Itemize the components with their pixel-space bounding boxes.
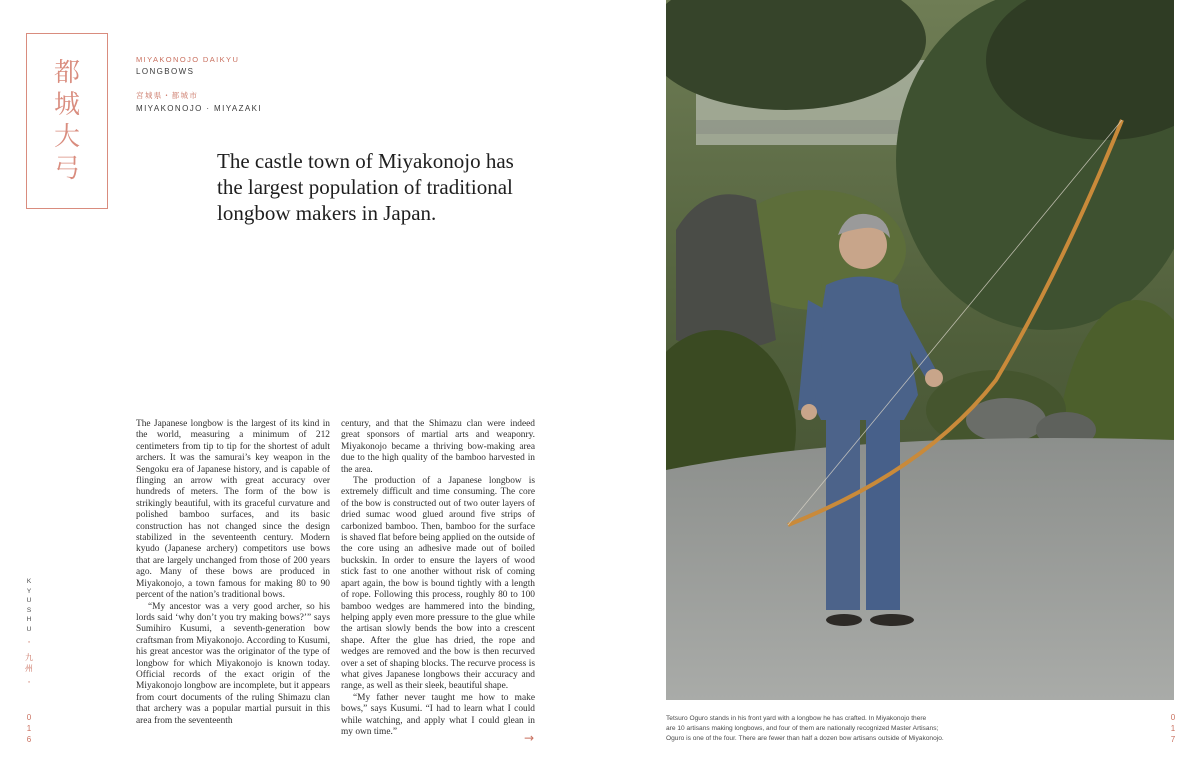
- photo-illustration: [666, 0, 1174, 700]
- body-paragraph: The production of a Japanese longbow is extremely difficult and time consuming. The core of the bow is constructed out of two outer layers of dried sumac wood glued around five strips of carbonized bamboo. Then, bamboo for the surface is shaved flat before being applied on the outside of the core using an adhesive made out of boiled buckskin. In order to ensure the layers of wood stick fast to one another without risk of coming apart again, the bow is bound tightly with a length of rope. Following this process, roughly 80 to 100 bamboo wedges are hammered into the binding, helping apply even more pressure to the glue while the artisan slowly bends the bow into a crescent shape. After the glue has dried, the rope and wedges are removed and the bow is then recurved over a set of shaping blocks. The recurve process is what gives Japanese longbows their accuracy and range, as well as their sleek, beautiful shape.: [341, 476, 535, 692]
- headline: [217, 148, 547, 226]
- region-jp-char: 九: [25, 653, 33, 662]
- page-number-right: [1167, 712, 1179, 745]
- kanji-title-box: [26, 33, 108, 209]
- page-digit: 6: [26, 735, 32, 744]
- photo-caption: [666, 714, 976, 745]
- body-paragraph: “My father never taught me how to make bows,” says Kusumi. “I had to learn what I could while watching, and apply what I could glean in my own time.”: [341, 692, 535, 737]
- region-letter: U: [26, 597, 32, 604]
- caption-line: Tetsuro Oguro stands in his front yard with a longbow he has crafted. In Miyakonojo there: [666, 715, 927, 722]
- region-letter: K: [26, 578, 32, 585]
- kanji-char: 大: [53, 122, 80, 152]
- page-digit: 0: [26, 713, 32, 722]
- body-paragraph: The Japanese longbow is the largest of its kind in the world, measuring a minimum of 212 centimeters from tip to tip for the shortest of adult archers. It was the samurai’s key weapon in the Sengoku era of Japanese history, and is capable of flinging an arrow with great accuracy over hundreds of meters. The form of the bow is strikingly beautiful, with its graceful curvature and polished bamboo surfaces, and its basic construction has not changed since the design stabilized in the seventeenth century. Modern kyudo (Japanese archery) competitors use bows that are largely unchanged from those of 200 years ago. Many of these bows are produced in Miyakonojo, a town famous for making 80 to 90 percent of the nation’s traditional bows.: [136, 419, 330, 601]
- region-side-label: [23, 577, 35, 692]
- region-letter: Y: [26, 587, 32, 595]
- headline-line: longbow makers in Japan.: [217, 201, 437, 225]
- page-digit: 1: [1170, 724, 1176, 733]
- continue-arrow-icon: →: [524, 731, 535, 745]
- page-digit: 0: [1170, 713, 1176, 722]
- region-letter: U: [26, 625, 32, 633]
- location-jp: 宮城県・都城市: [136, 91, 199, 100]
- region-letter: S: [26, 606, 32, 614]
- kanji-char: 弓: [53, 154, 80, 184]
- article-subtitle: LONGBOWS: [136, 67, 195, 76]
- kanji-char: 城: [53, 90, 80, 120]
- region-letter: H: [26, 616, 32, 623]
- body-paragraph: “My ancestor was a very good archer, so his lords said ‘why don’t you try making bows?’” says Sumihiro Kusumi, a seventh-generation bow craftsman from Miyakonojo. According to Kusumi, his great ancestor was the originator of the type of longbow for which Miyakonojo is known today. Official records of the exact origin of the Miyakonojo longbow are incomplete, but it appears from court documents of the ruling Shimazu clan that archery was a popular martial pursuit in this area from the seventeenth: [136, 601, 330, 726]
- caption-line: Oguro is one of the four. There are fewer than half a dozen bow artisans outside of Miyakonojo.: [666, 735, 944, 743]
- separator-dot: ◦: [27, 639, 31, 646]
- page-number-left: [23, 712, 35, 745]
- body-column-2: [341, 419, 535, 738]
- location-en: MIYAKONOJO · MIYAZAKI: [136, 104, 263, 113]
- page-digit: 1: [26, 724, 32, 733]
- headline-line: the largest population of traditional: [217, 175, 513, 199]
- article-title-en: MIYAKONOJO DAIKYU: [136, 55, 240, 64]
- article-meta: [136, 55, 262, 113]
- page-digit: 7: [1170, 735, 1176, 744]
- region-jp-char: 州: [25, 664, 33, 673]
- kanji-char: 都: [53, 58, 80, 88]
- body-column-1: [136, 419, 330, 727]
- separator-dot: ◦: [27, 679, 31, 686]
- headline-line: The castle town of Miyakonojo has: [217, 149, 514, 173]
- body-paragraph: century, and that the Shimazu clan were indeed great sponsors of martial arts and weaponry. Miyakonojo became a thriving bow-making area due to the high quality of the bamboo harvested in the area.: [341, 419, 535, 475]
- photo-bow-artisan: [666, 0, 1174, 700]
- caption-line: are 10 artisans making longbows, and four of them are nationally recognized Master Artisans;: [666, 725, 939, 733]
